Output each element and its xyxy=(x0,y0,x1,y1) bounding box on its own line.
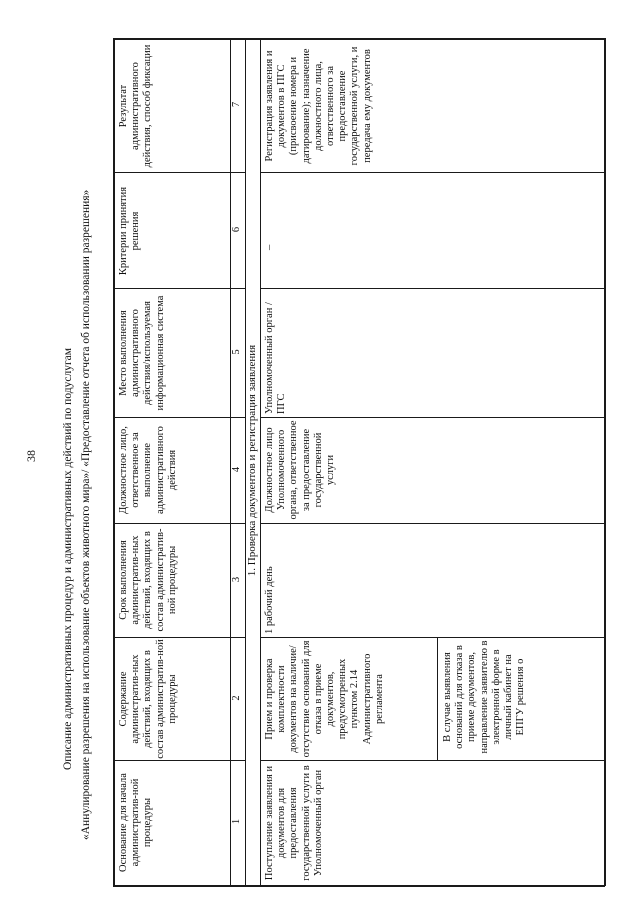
table-border-right xyxy=(604,38,606,886)
page-number: 38 xyxy=(24,450,38,462)
body-col-divider-5 xyxy=(260,637,605,638)
header-bottom-line xyxy=(230,38,231,886)
cell-basis: Поступление заявления и документов для предоставления государственной услуги в Уполномоченный орган xyxy=(264,765,324,881)
cell-official: Должностное лицо Уполномоченного органа, ответственное за предоставление государственной услуги xyxy=(264,420,337,520)
col-number-2: 2 xyxy=(231,695,242,701)
cell-result: Регистрация заявления и документов в ПГС (присвоение номера и датирование); назначение должностного лица, ответственного за предоставление государственной услуги, и передача ему документов xyxy=(264,46,373,166)
header-col-6: Критерии принятия решения xyxy=(118,186,142,276)
col-divider-2 xyxy=(113,288,246,289)
section-row-bottom-line xyxy=(260,38,261,886)
table-border-top xyxy=(113,38,605,40)
content-subrow-divider xyxy=(437,637,438,760)
col-divider-6 xyxy=(113,760,246,761)
table-border-bottom xyxy=(113,885,605,887)
body-col-divider-6 xyxy=(260,760,605,761)
cell-criteria: – xyxy=(264,244,275,250)
header-col-5: Место выполнения административного действия/используемая информационная система xyxy=(118,295,166,411)
body-col-divider-1 xyxy=(260,172,605,173)
cell-action-check: Прием и проверка комплектности документов на наличие/отсутствие оснований для отказа в приеме документов, предусмотренных пунктом 2.14 Административного регламента xyxy=(264,640,385,758)
cell-action-refusal: В случае выявления оснований для отказа в приеме документов, направление заявителю в электронной форме в личный кабинет на ЕПГУ решения о xyxy=(442,640,527,754)
header-col-1: Основание для начала административ-ной процедуры xyxy=(118,773,154,872)
section-title: 1. Проверка документов и регистрация заявления xyxy=(246,344,258,577)
cell-term: 1 рабочий день xyxy=(264,566,275,634)
col-number-7: 7 xyxy=(231,101,242,108)
col-number-4: 4 xyxy=(231,466,242,473)
body-col-divider-2 xyxy=(260,288,605,289)
document-title-line2: «Аннулирование разрешения на использование объектов животного мира»/ «Предоставление отчета об использовании разрешения» xyxy=(80,189,92,840)
body-col-divider-4 xyxy=(260,523,605,524)
col-divider-5 xyxy=(113,637,246,638)
cell-place: Уполномоченный орган / ПГС xyxy=(264,302,288,414)
col-number-1: 1 xyxy=(231,818,242,825)
col-number-3: 3 xyxy=(231,576,242,583)
header-col-3: Срок выполнения административ-ных действий, входящих в состав административ-ной процедуры xyxy=(118,528,178,632)
table-border-left xyxy=(113,38,115,886)
header-col-4: Должностное лицо, ответственное за выполнение административного действия xyxy=(118,426,178,514)
col-divider-1 xyxy=(113,172,246,173)
header-col-7: Результат административного действия, способ фиксации xyxy=(118,44,154,168)
col-number-5: 5 xyxy=(231,349,242,355)
header-col-2: Содержание административ-ных действий, входящих в состав административ-ной процедуры xyxy=(118,639,178,759)
col-number-6: 6 xyxy=(231,226,242,233)
document-title-line1: Описание административных процедур и административных действий по подуслугам xyxy=(62,347,74,770)
